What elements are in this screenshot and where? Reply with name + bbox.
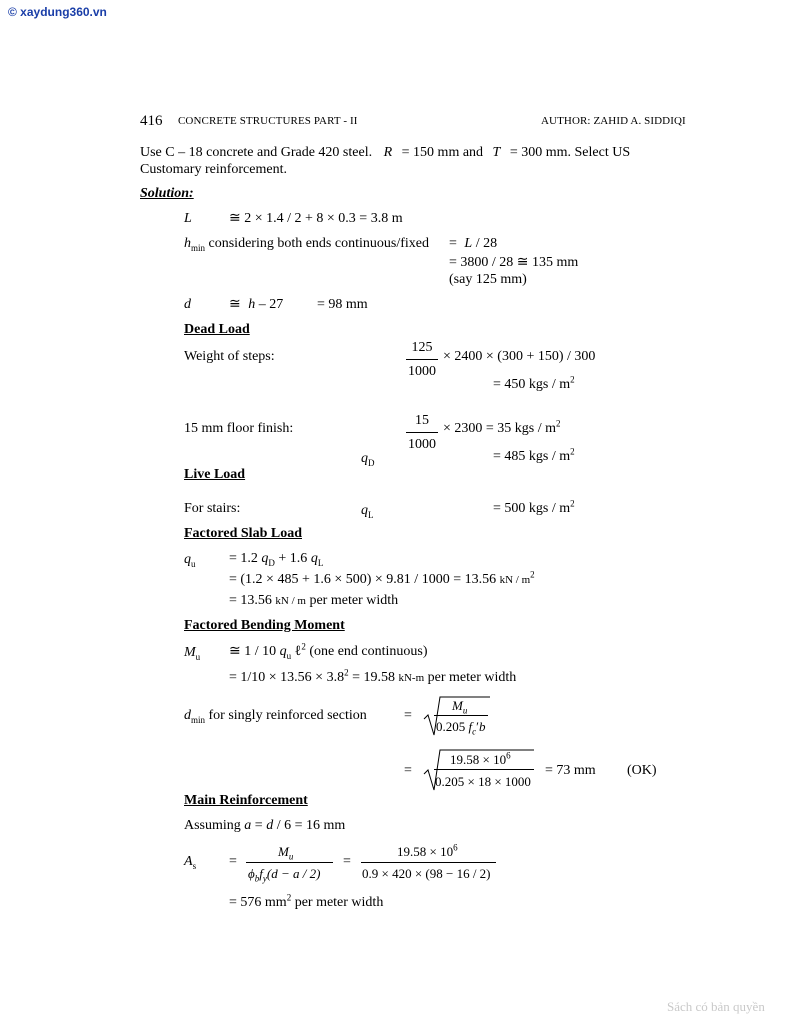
- Mu-line-2: [229, 667, 517, 685]
- hmin-h: h: [184, 236, 191, 251]
- sq: 2: [570, 374, 575, 385]
- qu-line-1: [229, 552, 323, 566]
- hmin-sub: min: [191, 242, 206, 253]
- t: per meter width: [305, 593, 399, 608]
- L-equation: ≅ 2 × 1.4 / 2 + 8 × 0.3 = 3.8 m: [229, 211, 403, 226]
- steps-fraction: [406, 340, 438, 380]
- t: 19.58 × 10: [450, 752, 507, 767]
- q: q: [310, 551, 318, 566]
- sq: 2: [530, 569, 535, 580]
- hmin-eq-div: / 28: [472, 236, 498, 251]
- M: M: [184, 645, 196, 660]
- sq: 2: [286, 892, 292, 903]
- qD-symbol: [361, 452, 375, 466]
- f1-den: [248, 866, 321, 884]
- steps-fraction-den: 1000: [408, 364, 436, 379]
- dmin-line: [184, 709, 367, 723]
- hmin-eq-3: (say 125 mm): [449, 272, 527, 287]
- t: per meter width: [424, 670, 517, 685]
- sub: b: [254, 873, 260, 884]
- sq: 2: [301, 641, 306, 652]
- running-author: AUTHOR: ZAHID A. SIDDIQI: [541, 115, 686, 127]
- sq: 2: [556, 418, 561, 429]
- As-symbol: [184, 855, 196, 869]
- steps-label: Weight of steps:: [184, 349, 275, 364]
- sub: u: [462, 705, 468, 716]
- hmin-eq-2: = 3800 / 28 ≅ 135 mm: [449, 255, 579, 270]
- d-symbol: d: [184, 297, 191, 312]
- exp: 6: [453, 842, 458, 853]
- ok-label: (OK): [627, 763, 657, 778]
- intro-line-2: Customary reinforcement.: [140, 162, 287, 177]
- factored-slab-load-heading: Factored Slab Load: [184, 526, 302, 541]
- sub: u: [195, 651, 201, 662]
- As-result: [229, 892, 384, 910]
- sq: 2: [570, 446, 575, 457]
- intro-text-b: = 150 mm and: [401, 145, 484, 160]
- qD-result-text: = 485 kgs / m: [493, 449, 571, 464]
- sub: s: [192, 860, 197, 871]
- M: M: [278, 844, 289, 859]
- floor-rest: [443, 418, 561, 436]
- q: q: [261, 551, 269, 566]
- fraction-bar: [246, 862, 333, 863]
- steps-result: [493, 374, 575, 392]
- intro-line-1: [140, 146, 630, 160]
- q: q: [361, 451, 368, 466]
- As-eq-2: =: [343, 854, 351, 869]
- floor-rest-text: × 2300 = 35 kgs / m: [443, 421, 557, 436]
- dead-load-heading: Dead Load: [184, 322, 250, 337]
- d: d: [184, 708, 191, 723]
- t: / 6 = 16 mm: [273, 818, 346, 833]
- d-minus: – 27: [255, 297, 284, 312]
- fraction-bar: [406, 432, 438, 433]
- watermark: © xaydung360.vn: [8, 5, 107, 19]
- t: per meter width: [291, 895, 384, 910]
- b: b: [478, 719, 486, 734]
- Mu-symbol: [184, 646, 200, 660]
- fraction-bar: [406, 359, 438, 360]
- dmin-eq-1: =: [404, 708, 412, 723]
- ell: ℓ: [291, 644, 302, 659]
- running-title: CONCRETE STRUCTURES PART - II: [178, 115, 358, 127]
- sub: L: [317, 557, 324, 568]
- page-number: 416: [140, 113, 163, 129]
- sq: 2: [570, 498, 575, 509]
- qu-line-3: [229, 594, 398, 608]
- q: q: [184, 552, 191, 567]
- M: M: [452, 698, 463, 713]
- sub: D: [268, 557, 275, 568]
- sub: c: [472, 726, 477, 737]
- q: q: [279, 644, 287, 659]
- main-reinforcement-heading: Main Reinforcement: [184, 793, 308, 808]
- qL-symbol: [361, 504, 374, 518]
- t: Assuming: [184, 818, 245, 833]
- fraction-bar: [434, 769, 534, 770]
- f2-num: [397, 842, 458, 859]
- f: f: [259, 866, 263, 881]
- fraction-bar: [361, 862, 496, 863]
- prime: ′: [476, 719, 479, 734]
- t: for singly reinforced section: [205, 708, 367, 723]
- intro-T: T: [492, 145, 501, 160]
- fraction-bar: [434, 715, 488, 716]
- As-eq-1: =: [229, 854, 237, 869]
- r2-num: [450, 750, 511, 767]
- f2-den: 0.9 × 420 × (98 − 16 / 2): [362, 866, 491, 881]
- d-equation: [229, 298, 283, 312]
- t: 19.58 × 10: [397, 844, 454, 859]
- t: = (1.2 × 485 + 1.6 × 500) × 9.81 / 1000 = 13.56: [229, 572, 500, 587]
- sub: u: [191, 558, 196, 569]
- f1-num: [278, 844, 294, 862]
- sub: D: [368, 457, 375, 468]
- sub: y: [262, 873, 267, 884]
- d-result: = 98 mm: [317, 297, 368, 312]
- hmin-line: [184, 237, 429, 251]
- t: =: [251, 818, 267, 833]
- sq: 2: [344, 667, 349, 678]
- t: = 576 mm: [229, 895, 287, 910]
- A: A: [184, 854, 193, 869]
- r1-den: [436, 719, 486, 737]
- t: ≅ 1 / 10: [229, 644, 280, 659]
- qu-line-2: [229, 569, 535, 587]
- assuming-line: [184, 819, 345, 833]
- floor-fraction: [406, 413, 438, 453]
- f: f: [468, 719, 473, 734]
- d: d: [266, 818, 274, 833]
- intro-R: R: [383, 145, 393, 160]
- exp: 6: [506, 750, 511, 761]
- L-symbol: L: [184, 211, 192, 226]
- floor-label: 15 mm floor finish:: [184, 421, 294, 436]
- dmin-eq-2: =: [404, 763, 412, 778]
- floor-fraction-den: 1000: [408, 437, 436, 452]
- qL-result: [493, 498, 575, 516]
- t: 0.205: [436, 719, 469, 734]
- hmin-text: considering both ends continuous/fixed: [205, 236, 429, 251]
- a: a: [244, 818, 252, 833]
- unit: kN / m: [499, 574, 531, 586]
- r2-den: 0.205 × 18 × 1000: [435, 774, 531, 789]
- steps-result-text: = 450 kgs / m: [493, 377, 571, 392]
- Mu-line-1: [229, 641, 428, 661]
- r1-num: [452, 698, 468, 716]
- footer-copyright: Sách có bản quyền: [667, 999, 765, 1014]
- phi: ϕ: [248, 866, 255, 881]
- t: (d − a / 2): [266, 866, 321, 881]
- q: q: [361, 503, 368, 518]
- sub: u: [286, 650, 292, 661]
- d-approx: ≅: [229, 297, 241, 312]
- t: = 1.2: [229, 551, 262, 566]
- intro-text-a: Use C – 18 concrete and Grade 420 steel.: [140, 145, 373, 160]
- unit: kN / m: [275, 595, 306, 607]
- qu-symbol: [184, 553, 196, 567]
- t: = 19.58: [348, 670, 399, 685]
- intro-text-c: = 300 mm. Select US: [509, 145, 631, 160]
- unit: kN-m: [398, 672, 425, 684]
- d-h: h: [248, 297, 256, 312]
- steps-fraction-num: 125: [411, 340, 433, 355]
- steps-rest: × 2400 × (300 + 150) / 300: [443, 349, 596, 364]
- qD-result: [493, 446, 575, 464]
- hmin-eq-L: L: [464, 236, 473, 251]
- factored-bending-moment-heading: Factored Bending Moment: [184, 618, 345, 633]
- solution-heading: Solution:: [140, 186, 194, 201]
- t: + 1.6: [274, 551, 311, 566]
- dmin-result: = 73 mm: [545, 763, 596, 778]
- sub: min: [191, 714, 206, 725]
- t: = 1/10 × 13.56 × 3.8: [229, 670, 345, 685]
- stairs-label: For stairs:: [184, 501, 241, 516]
- live-load-heading: Live Load: [184, 467, 246, 482]
- sub: L: [368, 509, 374, 520]
- hmin-eq-sign: =: [449, 236, 457, 251]
- qL-result-text: = 500 kgs / m: [493, 501, 571, 516]
- sub: u: [288, 851, 294, 862]
- t: (one end continuous): [305, 644, 428, 659]
- hmin-eq-1: [449, 237, 497, 251]
- t: = 13.56: [229, 593, 276, 608]
- floor-fraction-num: 15: [415, 413, 429, 428]
